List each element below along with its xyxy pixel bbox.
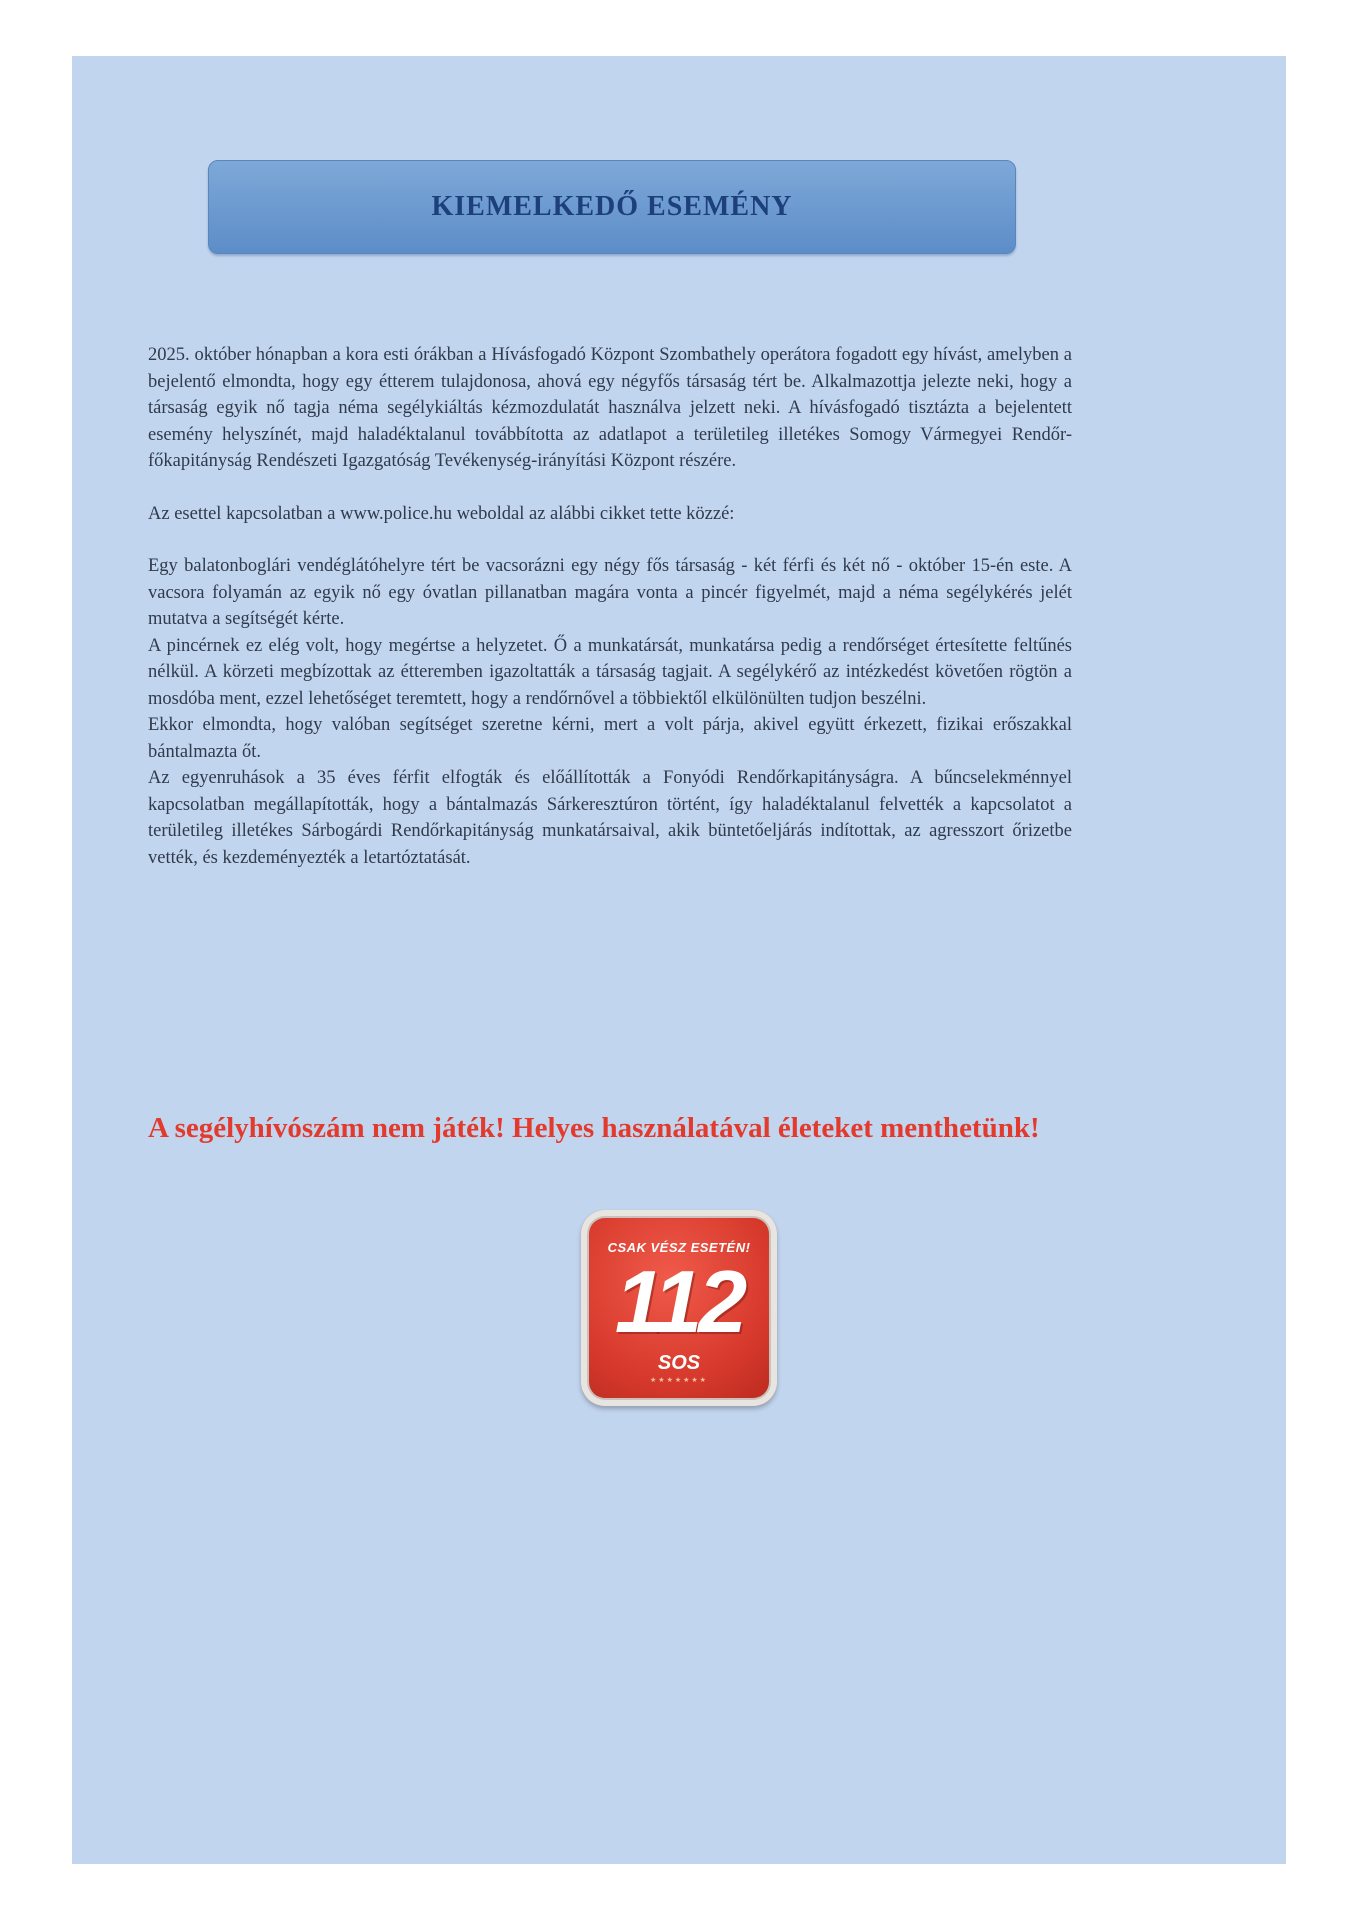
sos-badge-bottom-text: SOS [657,1352,701,1374]
article-body [148,342,1072,871]
banner-title: KIEMELKEDŐ ESEMÉNY [431,191,793,222]
sos-badge-top-text: CSAK VÉSZ ESETÉN! [607,1240,751,1255]
title-banner [208,160,1016,254]
paragraph-article-3: Ekkor elmondta, hogy valóban segítséget szeretne kérni, mert a volt párja, akivel együtt érkezett, fizikai erőszakkal bántalmazta őt. [148,715,1072,762]
paragraph-article-1: Egy balatonboglári vendéglátóhelyre tért be vacsorázni egy négy fős társaság - két férfi és két nő - október 15-én este. A vacsora folyamán az egyik nő egy óvatlan pillanatban magára vonta a pincér figyelmét, majd a néma segélykérés jelét mutatva a segítségét kérte. [148,556,1072,629]
paragraph-article-4: Az egyenruhások a 35 éves férfit elfogták és előállították a Fonyódi Rendőrkapitányságra. A bűncselekménnyel kapcsolatban megállapították, hogy a bántalmazás Sárkeresztúron történt, így haladéktalanul felvették a kapcsolatot a területileg illetékes Sárbogárdi Rendőrkapitányság munkatársaival, akik büntetőeljárás indítottak, az agresszort őrizetbe vették, és kezdeményezték a letartóztatását. [148,768,1072,868]
document-sheet [72,56,1286,1864]
emergency-slogan: A segélyhívószám nem játék! Helyes használatával életeket menthetünk! [148,1112,1040,1144]
paragraph-article-2: A pincérnek ez elég volt, hogy megértse a helyzetet. Ő a munkatársát, munkatársa pedig a rendőrséget értesítette feltűnés nélkül. A körzeti megbízottak az étteremben igazoltatták a társaság tagjait. A segélykérő az intézkedést követően rögtön a mosdóba ment, ezzel lehetőséget teremtett, hogy a rendőrnővel a többiektől elkülönülten tudjon beszélni. [148,635,1072,709]
paragraph-intro: 2025. október hónapban a kora esti órákban a Hívásfogadó Központ Szombathely operátora fogadott egy hívást, amelyben a bejelentő elmondta, hogy egy étterem tulajdonosa, ahová egy négyfős társaság tért be. Alkalmazottja jelezte neki, hogy a társaság egyik nő tagja néma segélykiáltás kézmozdulatát használva jelzett neki. A hívásfogadó tisztázta a bejelentett esemény helyszínét, majd haladéktalanul továbbította az adatlapot a területileg illetékes Somogy Vármegyei Rendőr-főkapitányság Rendészeti Igazgatóság Tevékenység-irányítási Központ részére. [148,345,1072,471]
sos-112-logo [581,1210,777,1406]
sos-badge-number: 112 [614,1252,744,1351]
paragraph-source: Az esettel kapcsolatban a www.police.hu weboldal az alábbi cikket tette közzé: [148,503,735,524]
sos-badge-stars-icon: ★★★★★★★ [650,1377,708,1384]
